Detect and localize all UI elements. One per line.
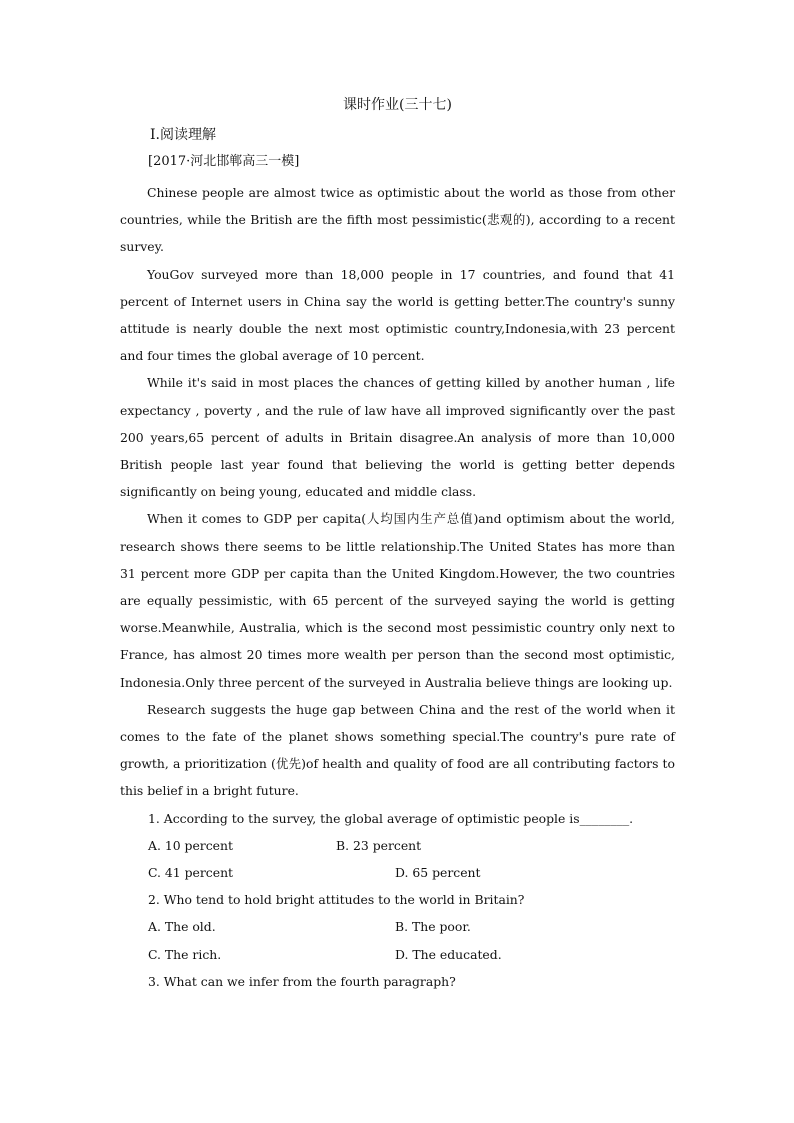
option-d[interactable]: D. 65 percent (395, 865, 481, 881)
paragraph-4: When it comes to GDP per capita(人均国内生产总值)and optimism about the world, research shows there seems to be little relationship.The United States has more than 31 percent more GDP per capita than the United Kingdom.However, the two countries are equally pessimistic, with 65 percent of the surveyed saying the world is getting worse.Meanwhile, Australia, which is the second most pessimistic country only next to France, has almost 20 times more wealth per person than the second most optimistic, Indonesia.Only three percent of the surveyed in Australia believe things are looking up. (120, 511, 675, 690)
paragraph-5: Research suggests the huge gap between China and the rest of the world when it comes to the fate of the planet shows something special.The country's pure rate of growth, a prioritization (优先)of health and quality of food are all contributing factors to this belief in a bright future. (120, 701, 675, 799)
question-1 (120, 805, 675, 887)
source-label: [2017·河北邯郸高三一模] (148, 154, 300, 169)
option-row (148, 859, 675, 886)
option-row (148, 832, 675, 859)
option-c[interactable]: C. The rich. (148, 946, 222, 962)
question-stem: 1. According to the survey, the global average of optimistic people is________. (148, 810, 634, 826)
paragraph-3: While it's said in most places the chances of getting killed by another human , life expectancy , poverty , and the rule of law have all improved significantly over the past 200 years,65 percent of adults in Britain disagree.An analysis of more than 10,000 British people last year found that believing the world is getting better depends significantly on being young, educated and middle class. (120, 375, 675, 500)
question-2 (120, 886, 675, 968)
paragraph-2: YouGov surveyed more than 18,000 people in 17 countries, and found that 41 percent of Internet users in China say the world is getting better.The country's sunny attitude is nearly double the next most optimistic country,Indonesia,with 23 percent and four times the global average of 10 percent. (120, 266, 675, 364)
option-d[interactable]: D. The educated. (395, 946, 502, 962)
paragraph-1: Chinese people are almost twice as optimistic about the world as those from other countries, while the British are the fifth most pessimistic(悲观的), according to a recent survey. (120, 185, 675, 255)
option-a[interactable]: A. 10 percent (148, 837, 233, 853)
option-a[interactable]: A. The old. (148, 919, 216, 935)
option-row (148, 941, 675, 968)
option-c[interactable]: C. 41 percent (148, 865, 234, 881)
document-page (120, 95, 675, 995)
option-b[interactable]: B. The poor. (395, 919, 471, 935)
option-row (148, 913, 675, 940)
question-3 (120, 968, 675, 995)
section-heading: Ⅰ.阅读理解 (150, 127, 216, 143)
option-b[interactable]: B. 23 percent (336, 837, 422, 853)
question-stem: 2. Who tend to hold bright attitudes to the world in Britain? (148, 892, 525, 908)
question-stem: 3. What can we infer from the fourth paragraph? (148, 973, 456, 989)
page-title: 课时作业(三十七) (343, 97, 452, 113)
